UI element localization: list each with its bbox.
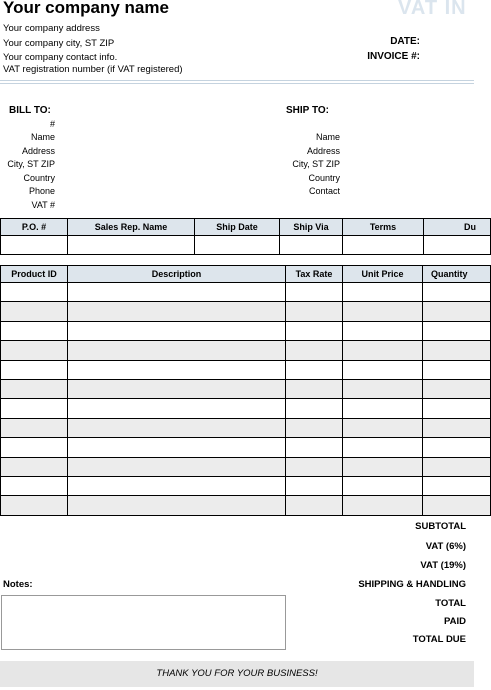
line-item-row: [1, 321, 491, 340]
order-info-row: [1, 236, 491, 255]
ship-date-header: Ship Date: [195, 219, 280, 236]
paid-label: PAID: [444, 616, 466, 627]
terms-cell[interactable]: [343, 236, 424, 255]
line-item-row: [1, 302, 491, 321]
vat-6-label: VAT (6%): [425, 541, 466, 552]
ship-to-title: SHIP TO:: [286, 105, 329, 116]
bill-to-name: Name: [30, 132, 55, 142]
ship-via-cell[interactable]: [280, 236, 343, 255]
unit-price-cell[interactable]: [343, 457, 423, 476]
description-cell[interactable]: [68, 496, 286, 515]
quantity-cell[interactable]: [423, 457, 491, 476]
tax-rate-cell[interactable]: [286, 476, 343, 495]
company-contact: Your company contact info.: [3, 52, 118, 63]
date-label: DATE:: [390, 36, 420, 47]
quantity-header: Quantity: [423, 266, 491, 283]
header-divider-2: [0, 83, 474, 84]
bill-to-phone: Phone: [28, 186, 55, 196]
sales-rep-cell[interactable]: [68, 236, 195, 255]
description-cell[interactable]: [68, 283, 286, 302]
line-item-row: [1, 360, 491, 379]
document-title: VAT IN: [398, 0, 467, 19]
due-date-cell[interactable]: [424, 236, 491, 255]
unit-price-cell[interactable]: [343, 360, 423, 379]
product-id-cell[interactable]: [1, 496, 68, 515]
unit-price-cell[interactable]: [343, 341, 423, 360]
quantity-cell[interactable]: [423, 476, 491, 495]
unit-price-cell[interactable]: [343, 379, 423, 398]
company-name: Your company name: [3, 0, 169, 17]
unit-price-cell[interactable]: [343, 438, 423, 457]
description-cell[interactable]: [68, 360, 286, 379]
product-id-cell[interactable]: [1, 438, 68, 457]
subtotal-label: SUBTOTAL: [415, 521, 466, 532]
description-header: Description: [68, 266, 286, 283]
company-city: Your company city, ST ZIP: [3, 38, 115, 49]
product-id-cell[interactable]: [1, 399, 68, 418]
tax-rate-cell[interactable]: [286, 496, 343, 515]
line-item-row: [1, 341, 491, 360]
tax-rate-cell[interactable]: [286, 418, 343, 437]
description-cell[interactable]: [68, 399, 286, 418]
unit-price-cell[interactable]: [343, 476, 423, 495]
description-cell[interactable]: [68, 341, 286, 360]
ship-via-header: Ship Via: [280, 219, 343, 236]
tax-rate-cell[interactable]: [286, 341, 343, 360]
product-id-cell[interactable]: [1, 476, 68, 495]
quantity-cell[interactable]: [423, 321, 491, 340]
vat-19-label: VAT (19%): [420, 560, 466, 571]
terms-header: Terms: [343, 219, 424, 236]
unit-price-cell[interactable]: [343, 496, 423, 515]
bill-to-number: #: [49, 119, 55, 129]
line-item-row: [1, 476, 491, 495]
company-address: Your company address: [3, 23, 100, 34]
header-divider: [0, 80, 474, 81]
footer-message: THANK YOU FOR YOUR BUSINESS!: [0, 661, 474, 687]
bill-to-address: Address: [21, 146, 55, 156]
total-due-label: TOTAL DUE: [412, 634, 466, 645]
ship-date-cell[interactable]: [195, 236, 280, 255]
unit-price-cell[interactable]: [343, 399, 423, 418]
line-item-row: [1, 457, 491, 476]
tax-rate-cell[interactable]: [286, 438, 343, 457]
tax-rate-cell[interactable]: [286, 283, 343, 302]
product-id-cell[interactable]: [1, 283, 68, 302]
description-cell[interactable]: [68, 379, 286, 398]
shipping-handling-label: SHIPPING & HANDLING: [358, 579, 466, 590]
tax-rate-cell[interactable]: [286, 399, 343, 418]
po-number-header: P.O. #: [1, 219, 68, 236]
description-cell[interactable]: [68, 321, 286, 340]
total-label: TOTAL: [435, 598, 466, 609]
bill-to-vat: VAT #: [31, 200, 55, 210]
notes-field[interactable]: [1, 595, 286, 650]
sales-rep-header: Sales Rep. Name: [68, 219, 195, 236]
description-cell[interactable]: [68, 438, 286, 457]
product-id-header: Product ID: [1, 266, 68, 283]
product-id-cell[interactable]: [1, 379, 68, 398]
quantity-cell[interactable]: [423, 418, 491, 437]
ship-to-country: Country: [308, 173, 340, 183]
ship-to-name: Name: [315, 132, 340, 142]
vat-registration: VAT registration number (if VAT registered): [3, 64, 183, 75]
quantity-cell[interactable]: [423, 496, 491, 515]
bill-to-city: City, ST ZIP: [7, 159, 55, 169]
po-number-cell[interactable]: [1, 236, 68, 255]
line-item-row: [1, 379, 491, 398]
line-item-row: [1, 418, 491, 437]
unit-price-cell[interactable]: [343, 283, 423, 302]
ship-to-address: Address: [306, 146, 340, 156]
product-id-cell[interactable]: [1, 457, 68, 476]
tax-rate-cell[interactable]: [286, 360, 343, 379]
tax-rate-header: Tax Rate: [286, 266, 343, 283]
quantity-cell[interactable]: [423, 283, 491, 302]
line-item-row: [1, 496, 491, 515]
description-cell[interactable]: [68, 302, 286, 321]
tax-rate-cell[interactable]: [286, 457, 343, 476]
product-id-cell[interactable]: [1, 418, 68, 437]
description-cell[interactable]: [68, 476, 286, 495]
due-date-header: Du: [424, 219, 491, 236]
notes-label: Notes:: [3, 579, 33, 590]
quantity-cell[interactable]: [423, 302, 491, 321]
product-id-cell[interactable]: [1, 341, 68, 360]
unit-price-cell[interactable]: [343, 418, 423, 437]
order-info-table: [0, 218, 491, 255]
tax-rate-cell[interactable]: [286, 321, 343, 340]
quantity-cell[interactable]: [423, 360, 491, 379]
quantity-cell[interactable]: [423, 399, 491, 418]
unit-price-cell[interactable]: [343, 302, 423, 321]
description-cell[interactable]: [68, 457, 286, 476]
line-item-row: [1, 283, 491, 302]
line-item-row: [1, 399, 491, 418]
quantity-cell[interactable]: [423, 341, 491, 360]
invoice-number-label: INVOICE #:: [367, 51, 420, 62]
line-items-table: [0, 265, 491, 516]
bill-to-title: BILL TO:: [9, 105, 51, 116]
product-id-cell[interactable]: [1, 302, 68, 321]
product-id-cell[interactable]: [1, 321, 68, 340]
quantity-cell[interactable]: [423, 438, 491, 457]
product-id-cell[interactable]: [1, 360, 68, 379]
bill-to-country: Country: [23, 173, 55, 183]
description-cell[interactable]: [68, 418, 286, 437]
unit-price-cell[interactable]: [343, 321, 423, 340]
line-item-row: [1, 438, 491, 457]
tax-rate-cell[interactable]: [286, 379, 343, 398]
tax-rate-cell[interactable]: [286, 302, 343, 321]
quantity-cell[interactable]: [423, 379, 491, 398]
ship-to-city: City, ST ZIP: [292, 159, 340, 169]
ship-to-contact: Contact: [308, 186, 340, 196]
unit-price-header: Unit Price: [343, 266, 423, 283]
